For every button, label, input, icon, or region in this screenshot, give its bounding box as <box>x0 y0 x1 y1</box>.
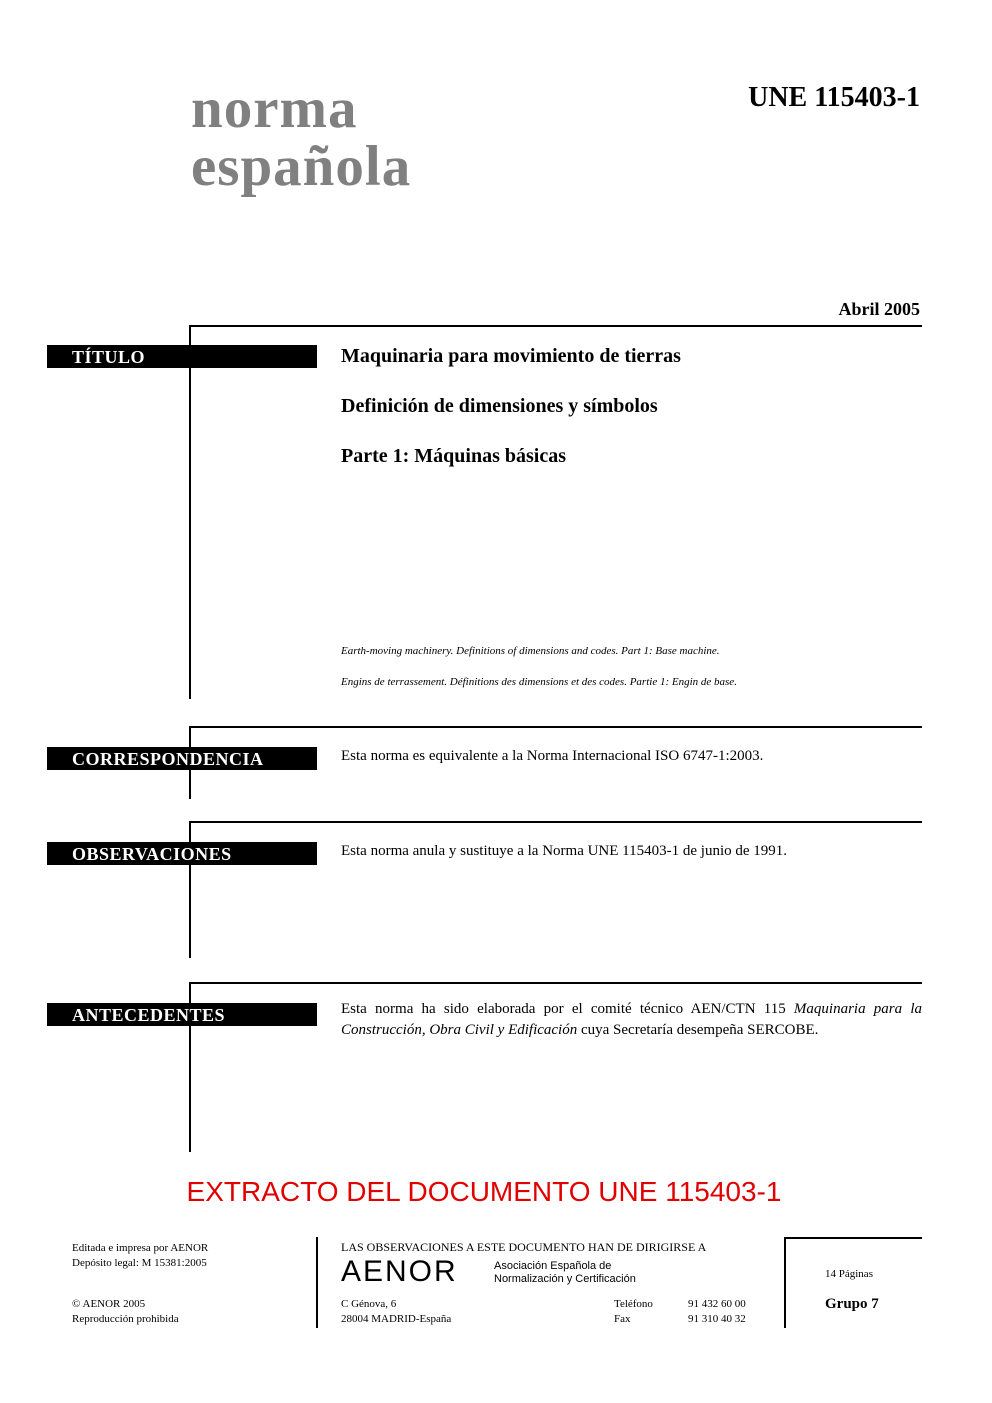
price-group: Grupo 7 <box>825 1296 879 1312</box>
association-name <box>494 1260 636 1286</box>
footer-rule <box>316 1237 318 1328</box>
observations-note: LAS OBSERVACIONES A ESTE DOCUMENTO HAN DE DIRIGIRSE A <box>341 1240 707 1254</box>
section-rule <box>189 325 191 699</box>
assoc-line-2: Normalización y Certificación <box>494 1273 636 1285</box>
footer-edition <box>72 1241 208 1271</box>
publication-date: Abril 2005 <box>838 299 920 319</box>
correspondencia-text: Esta norma es equivalente a la Norma Internacional ISO 6747-1:2003. <box>341 748 764 764</box>
antecedentes-text <box>341 999 922 1041</box>
assoc-line-1: Asociación Española de <box>494 1260 612 1272</box>
extract-watermark: EXTRACTO DEL DOCUMENTO UNE 115403-1 <box>186 1176 782 1207</box>
page-count: 14 Páginas <box>825 1268 873 1280</box>
title-french: Engins de terrassement. Définitions des dimensions et des codes. Partie 1: Engin de base. <box>341 676 737 688</box>
antecedentes-text-part: Esta norma ha sido elaborada por el comité técnico AEN/CTN 115 <box>341 1001 794 1017</box>
label-observaciones: OBSERVACIONES <box>47 842 317 865</box>
contact-labels <box>614 1297 653 1327</box>
committee-name: Maquinaria para la Construcción, Obra Civil y Edificación <box>341 1001 922 1038</box>
title-line-1: Maquinaria para movimiento de tierras <box>341 345 681 367</box>
phone-number: 91 432 60 00 <box>688 1298 746 1310</box>
label-titulo: TÍTULO <box>47 345 317 368</box>
observaciones-text: Esta norma anula y sustituye a la Norma UNE 115403-1 de junio de 1991. <box>341 843 788 859</box>
legal-deposit: Depósito legal: M 15381:2005 <box>72 1257 207 1269</box>
aenor-logo: AENOR <box>341 1255 458 1288</box>
brand-title <box>191 77 412 198</box>
edited-by: Editada e impresa por AENOR <box>72 1242 209 1254</box>
label-correspondencia: CORRESPONDENCIA <box>47 747 317 770</box>
fax-number: 91 310 40 32 <box>688 1313 746 1325</box>
standard-code: UNE 115403-1 <box>748 82 920 113</box>
title-line-2: Definición de dimensiones y símbolos <box>341 395 658 417</box>
address <box>341 1297 451 1327</box>
section-divider <box>189 821 922 823</box>
title-line-3: Parte 1: Máquinas básicas <box>341 445 566 467</box>
section-divider <box>189 982 922 984</box>
label-antecedentes: ANTECEDENTES <box>47 1003 317 1026</box>
copyright: © AENOR 2005 <box>72 1298 146 1310</box>
title-english: Earth-moving machinery. Definitions of dimensions and codes. Part 1: Base machine. <box>341 645 720 657</box>
reproduction-notice: Reproducción prohibida <box>72 1313 179 1325</box>
brand-line-1: norma <box>191 77 358 140</box>
pages-box-rule <box>784 1237 786 1328</box>
address-city: 28004 MADRID-España <box>341 1313 452 1325</box>
section-divider <box>189 325 922 327</box>
section-divider <box>189 726 922 728</box>
brand-line-2: española <box>191 135 412 198</box>
phone-label: Teléfono <box>614 1298 653 1310</box>
contact-values <box>688 1297 746 1327</box>
fax-label: Fax <box>614 1313 631 1325</box>
pages-box-top <box>784 1237 922 1239</box>
address-street: C Génova, 6 <box>341 1298 397 1310</box>
antecedentes-text-part: cuya Secretaría desempeña SERCOBE. <box>577 1022 819 1038</box>
footer-copyright <box>72 1297 179 1327</box>
